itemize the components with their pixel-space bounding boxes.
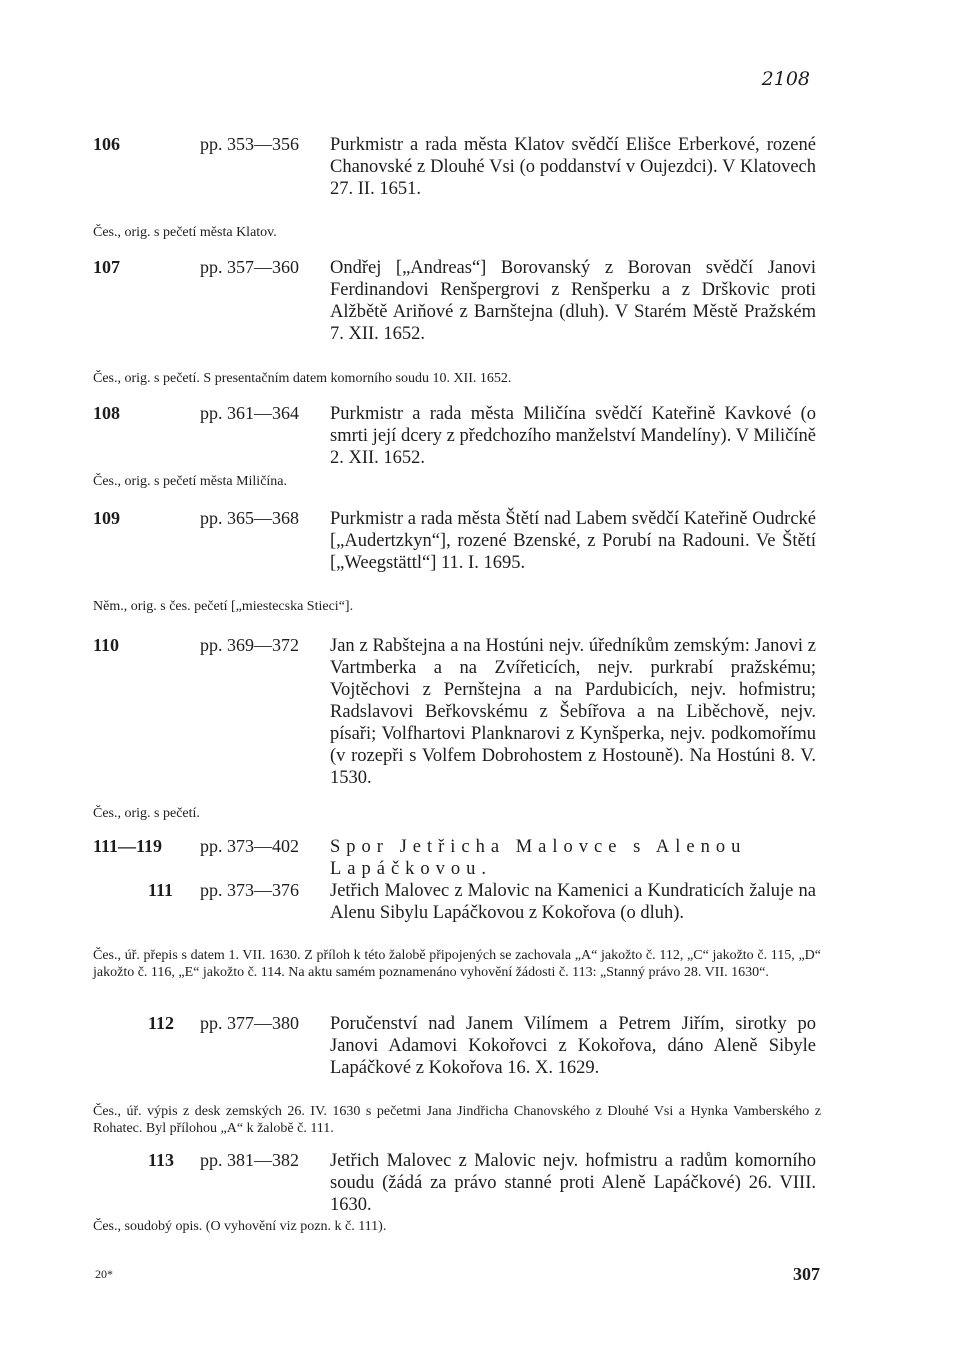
entry-note: Čes., soudobý opis. (O vyhovění viz pozn. k č. 111). [93, 1219, 387, 1234]
entry-pages: pp. 377—380 [200, 1013, 299, 1033]
entry-note: Čes., orig. s pečetí. S presentačním datem komorního soudu 10. XII. 1652. [93, 371, 512, 386]
entry-pages: pp. 369—372 [200, 635, 299, 655]
entry-number: 109 [93, 508, 120, 528]
entry-text: Purkmistr a rada města Štětí nad Labem svědčí Kateřině Oudrcké [„Audertzkyn“], rozené Bzenské, z Porubí na Radouni. Ve Štětí [„Weegstättl“] 11. I. 1695. [330, 509, 816, 573]
entry-note: Čes., orig. s pečetí města Klatov. [93, 225, 277, 240]
entry-text: Purkmistr a rada města Miličína svědčí Kateřině Kavkové (o smrti její dcery z předchozího manželství Mandelíny). V Miličíně 2. XII. 1652. [330, 404, 816, 468]
page-header-number: 2108 [761, 68, 810, 90]
entry-number: 110 [93, 635, 120, 655]
entry-pages: pp. 373—402 [200, 836, 299, 856]
entry-number: 113 [148, 1150, 175, 1170]
entry-number: 108 [93, 403, 120, 423]
signature-mark: 20* [95, 1267, 113, 1281]
entry-number: 107 [93, 257, 120, 277]
entry-number: 106 [93, 134, 120, 154]
entry-text: Jan z Rabštejna a na Hostúni nejv. úředníkům zemským: Janovi z Vartmberka a na Zvířeticích, nejv. purkrabí pražskému; Vojtěchovi z Pernštejna a na Pardubicích, nejv. hofmistru; Radslavovi Beřkovskému z Šebířova a na Liběchově, nejv. písaři; Volfhartovi Planknarovi z Kynšperka, nejv. podkomořímu (v rozepři s Volfem Dobrohostem z Hostouně). Na Hostúni 8. V. 1530. [330, 636, 816, 788]
entry-pages: pp. 365—368 [200, 508, 299, 528]
entry-note: Čes., orig. s pečetí. [93, 806, 200, 821]
entry-text: Jetřich Malovec z Malovic na Kamenici a Kundraticích žaluje na Alenu Sibylu Lapáčkovou z Kokořova (o dluh). [330, 881, 816, 923]
entry-pages: pp. 381—382 [200, 1150, 299, 1170]
page-footer-number: 307 [793, 1264, 820, 1284]
entry-text: Jetřich Malovec z Malovic nejv. hofmistru a radům komorního soudu (žádá za právo stanné proti Aleně Lapáčkové) 26. VIII. 1630. [330, 1151, 816, 1215]
entry-number: 111 [148, 880, 174, 900]
entry-pages: pp. 373—376 [200, 880, 299, 900]
entry-text: Ondřej [„Andreas“] Borovanský z Borovan svědčí Janovi Ferdinandovi Renšpergrovi z Renšperku a z Drškovic proti Alžbětě Ariňové z Barnštejna (dluh). V Starém Městě Pražském 7. XII. 1652. [330, 258, 816, 344]
entry-pages: pp. 353—356 [200, 134, 299, 154]
entry-number: 111—119 [93, 836, 163, 856]
entry-text: Purkmistr a rada města Klatov svědčí Elišce Erberkové, rozené Chanovské z Dlouhé Vsi (o poddanství v Oujezdci). V Klatovech 27. II. 1651. [330, 135, 816, 199]
entry-pages: pp. 361—364 [200, 403, 299, 423]
entry-pages: pp. 357—360 [200, 257, 299, 277]
entry-number: 112 [148, 1013, 175, 1033]
entry-note: Čes., úř. přepis s datem 1. VII. 1630. Z příloh k této žalobě připojených se zachovala „A“ jakožto č. 112, „C“ jakožto č. 115, „D“ jakožto č. 116, „E“ jakožto č. 114. Na aktu samém poznamenáno vyhovění žádosti č. 113: „Stanný právo 28. VII. 1630“. [93, 948, 821, 980]
entry-text: Poručenství nad Janem Vilímem a Petrem Jiřím, sirotky po Janovi Adamovi Kokořovci z Kokořova, dáno Aleně Sibyle Lapáčkové z Kokořova 16. X. 1629. [330, 1014, 816, 1078]
entry-note: Něm., orig. s čes. pečetí [„miestecska Stieci“]. [93, 599, 354, 614]
entry-note: Čes., úř. výpis z desk zemských 26. IV. 1630 s pečetmi Jana Jindřicha Chanovského z Dlouhé Vsi a Hynka Vamberského z Rohatec. Byl přílohou „A“ k žalobě č. 111. [93, 1104, 821, 1136]
entry-text: Spor Jetřicha Malovce s Alenou Lapáčkovou. [330, 837, 747, 879]
entry-note: Čes., orig. s pečetí města Miličína. [93, 474, 288, 489]
